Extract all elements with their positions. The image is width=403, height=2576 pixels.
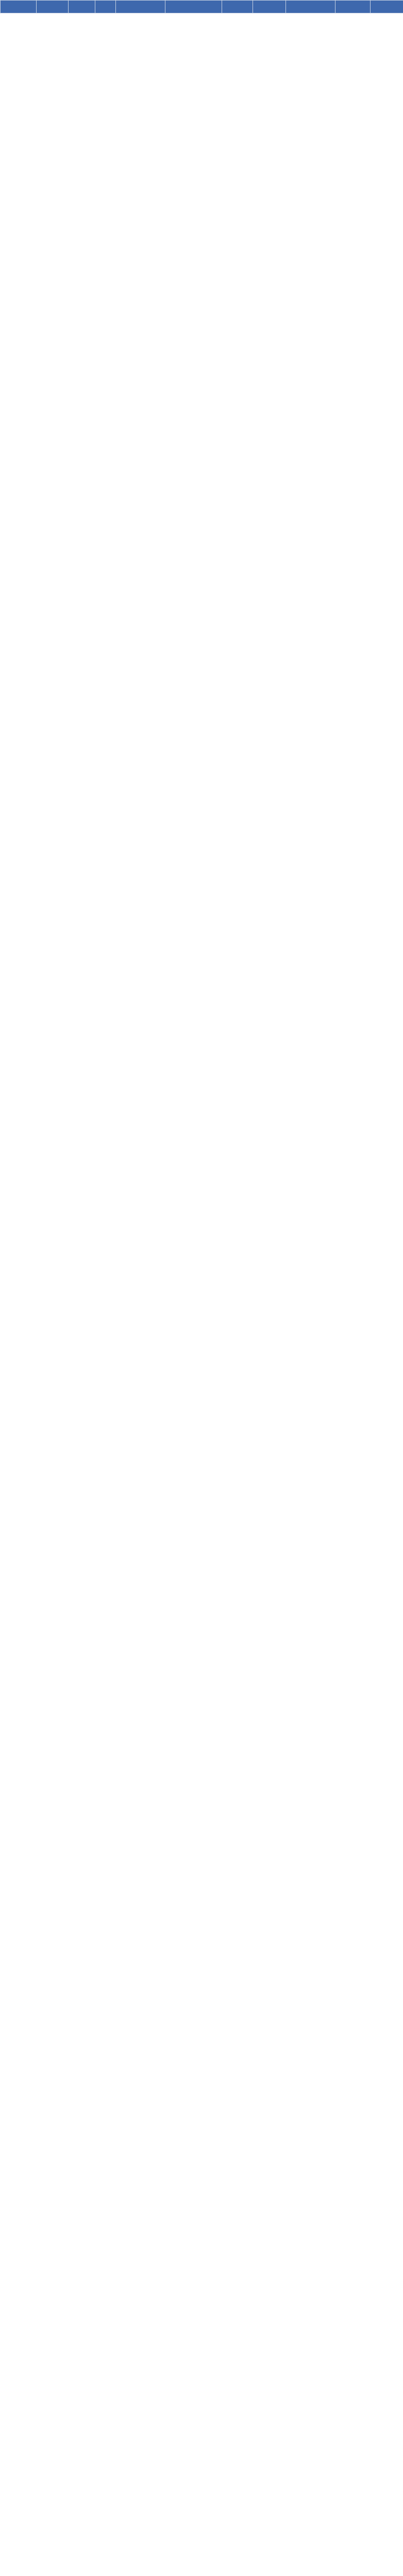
column-header — [335, 1, 371, 13]
column-header — [69, 1, 95, 13]
column-header — [222, 1, 253, 13]
column-header — [95, 1, 116, 13]
column-header — [165, 1, 222, 13]
product-table — [0, 0, 403, 13]
column-header — [1, 1, 37, 13]
column-header — [116, 1, 165, 13]
table-header-row — [1, 1, 403, 13]
column-header — [253, 1, 286, 13]
column-header — [286, 1, 335, 13]
column-header — [37, 1, 69, 13]
column-header — [371, 1, 403, 13]
